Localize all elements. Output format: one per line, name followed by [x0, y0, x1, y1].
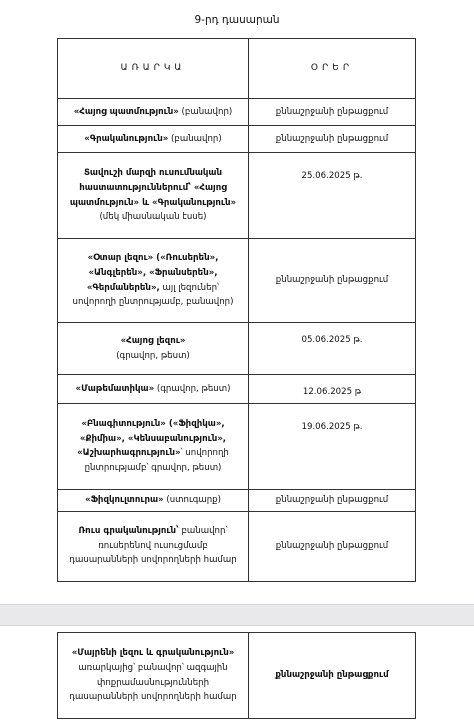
table-row: [58, 633, 416, 719]
page-title: 9-րդ դասարան: [194, 14, 280, 26]
subject-name: «Մաթեմատիկա»: [75, 383, 155, 394]
table-header-row: [58, 39, 416, 99]
subject-name: «Բնագիտություն» («Ֆիզիկա», «Քիմիա», «Կենսաբանություն», «Աշխարհագրություն»: [77, 418, 227, 459]
subject-note: (բանավոր): [168, 133, 222, 144]
subject-cell: [58, 153, 249, 239]
subject-cell: [58, 99, 249, 126]
table-row: [58, 375, 416, 404]
exam-date-cell: քննաշրջանի ընթացքում: [249, 489, 416, 511]
subject-cell: [58, 239, 249, 323]
exam-date-cell: 05.06.2025 թ.: [249, 323, 416, 375]
subject-name: «Օտար լեզու» («Ռուսերեն», «Անգլերեն», «Ֆրանսերեն», «Գերմաներեն»,: [86, 253, 219, 293]
subject-name: «Գրականություն»: [84, 133, 169, 144]
subject-name: Ռուս գրականություն՝: [78, 526, 179, 537]
subject-cell: [58, 511, 249, 581]
subject-cell: [58, 323, 249, 375]
header-date: ՕՐԵՐ: [249, 39, 416, 99]
subject-name: «Հայոց լեզու»: [120, 335, 186, 346]
subject-name: «Հայոց պատմություն»: [73, 106, 179, 117]
exam-date-cell: քննաշրջանի ընթացքում: [249, 126, 416, 153]
exam-date-cell: քննաշրջանի ընթացքում: [249, 239, 416, 323]
subject-cell: [58, 375, 249, 404]
table-row: [58, 323, 416, 375]
subject-note: (բանավոր): [178, 106, 233, 117]
header-subject: ԱՌԱՐԿԱ: [58, 39, 249, 99]
subject-note: բանավոր՝ ռուսերենով ուսուցմամբ դասարանների սովորողների համար: [69, 526, 237, 566]
table-row: [58, 126, 416, 153]
subject-cell: [58, 489, 249, 511]
subject-cell: [58, 126, 249, 153]
table-row: [58, 239, 416, 323]
subject-cell: [58, 403, 249, 489]
exam-date-cell: 25.06.2025 թ.: [249, 153, 416, 239]
table-row: [58, 403, 416, 489]
subject-cell: [58, 633, 249, 719]
exam-date-cell: 12.06.2025 թ: [249, 375, 416, 404]
exam-schedule-table-continued: [57, 632, 416, 719]
document-page-2: [0, 626, 474, 726]
subject-name: «Ֆիզկուլտուրա»: [85, 494, 164, 505]
subject-format: (գրավոր, թեստ): [116, 350, 190, 361]
exam-date-cell: 19.06.2025 թ.: [249, 403, 416, 489]
exam-date-cell: քննաշրջանի ընթացքում: [249, 99, 416, 126]
exam-date-cell: քննաշրջանի ընթացքում: [249, 633, 416, 719]
subject-note: ՝ սովորողի ընտրությամբ՝ գրավոր, թեստ): [84, 448, 229, 473]
subject-note: (գրավոր, թեստ): [154, 383, 231, 394]
exam-date-cell: քննաշրջանի ընթացքում: [249, 511, 416, 581]
subject-note: առարկայից՝ բանավոր՝ ազգային փոքրամասնությունների դասարանների սովորողների համար: [69, 662, 237, 703]
exam-schedule-table: [57, 38, 416, 582]
subject-name: «Մայրենի լեզու և գրականություն»: [71, 648, 235, 659]
page-separator: [0, 604, 474, 626]
subject-format: (մեկ միասնական էսսե): [99, 212, 207, 223]
table-row: [58, 99, 416, 126]
subject-note: (ստուգարք): [163, 494, 221, 505]
table-row: [58, 489, 416, 511]
table-row: [58, 153, 416, 239]
subject-name: Տավուշի մարզի ուսումնական հաստատություններում՝ «Հայոց պատմություն» և «Գրականություն»: [69, 168, 237, 208]
table-row: [58, 511, 416, 581]
subject-note: այլ լեզուներ՝ սովորողի ընտրությամբ, բանավոր): [72, 282, 234, 308]
